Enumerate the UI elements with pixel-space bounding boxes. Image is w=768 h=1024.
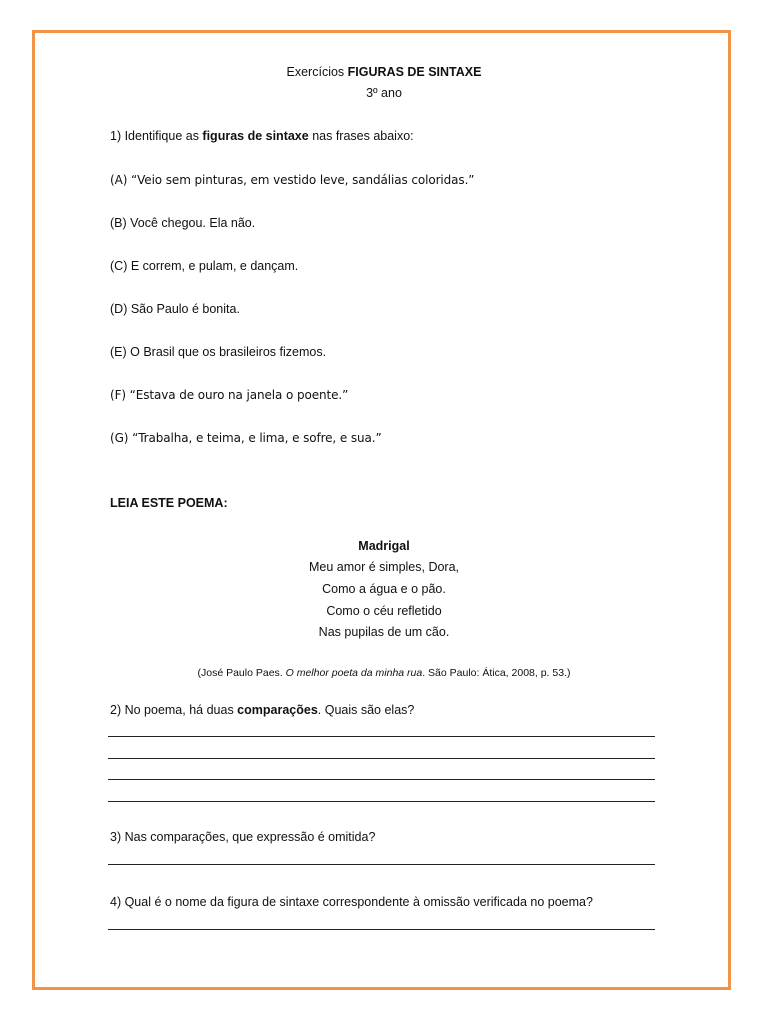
poem-line-1: Meu amor é simples, Dora, — [308, 560, 460, 574]
item-a: (A) “Veio sem pinturas, em vestido leve, sandálias coloridas.” — [110, 173, 475, 187]
poem-line-3: Como o céu refletido — [326, 604, 442, 618]
poem-reference: (José Paulo Paes. O melhor poeta da minha rua. São Paulo: Ática, 2008, p. 53.) — [197, 667, 571, 679]
question-4: 4) Qual é o nome da figura de sintaxe correspondente à omissão verificada no poema? — [110, 895, 593, 909]
item-e: (E) O Brasil que os brasileiros fizemos. — [110, 345, 327, 359]
grade-label: 3º ano — [366, 86, 402, 100]
poem-title: Madrigal — [358, 539, 410, 553]
item-b: (B) Você chegou. Ela não. — [110, 216, 256, 230]
item-d: (D) São Paulo é bonita. — [110, 302, 240, 316]
item-g: (G) “Trabalha, e teima, e lima, e sofre, e sua.” — [110, 431, 382, 445]
question-2: 2) No poema, há duas comparações. Quais são elas? — [110, 703, 415, 717]
item-c: (C) E correm, e pulam, e dançam. — [110, 259, 299, 273]
item-f: (F) “Estava de ouro na janela o poente.” — [110, 388, 349, 402]
title-bold: FIGURAS DE SINTAXE — [347, 65, 482, 79]
question-3: 3) Nas comparações, que expressão é omitida? — [110, 830, 376, 844]
answer-line[interactable] — [108, 758, 655, 759]
answer-line[interactable] — [108, 929, 655, 930]
answer-line[interactable] — [108, 779, 655, 780]
answer-line[interactable] — [108, 736, 655, 737]
title-prefix: Exercícios — [286, 65, 348, 79]
poem-line-2: Como a água e o pão. — [322, 582, 446, 596]
worksheet-title — [0, 65, 768, 79]
poem-line-4: Nas pupilas de um cão. — [318, 625, 450, 639]
answer-line[interactable] — [108, 864, 655, 865]
poem-heading: LEIA ESTE POEMA: — [110, 496, 228, 510]
answer-line[interactable] — [108, 801, 655, 802]
question-1: 1) Identifique as figuras de sintaxe nas frases abaixo: — [110, 129, 414, 143]
